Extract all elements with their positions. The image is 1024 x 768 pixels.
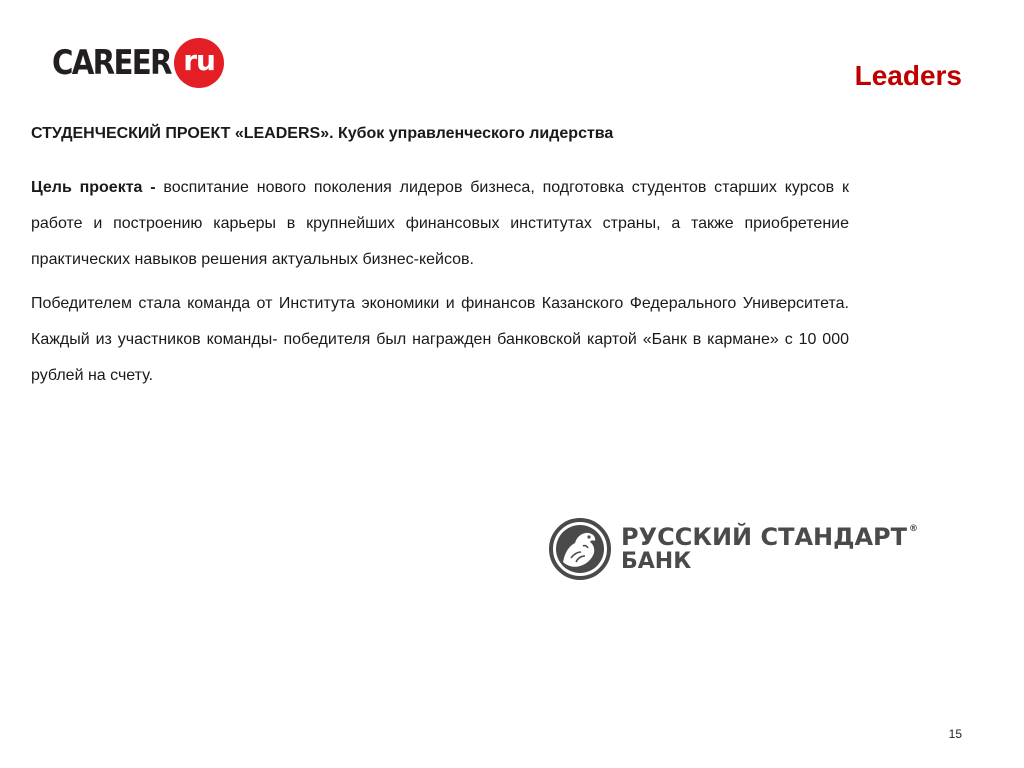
main-content (31, 120, 849, 402)
winner-paragraph: Победителем стала команда от Института экономики и финансов Казанского Федерального Университета. Каждый из участников команды- победителя был награжден банковской картой «Банк в кармане» с 10 000 рублей на счету. (31, 295, 849, 384)
registered-mark: ® (909, 524, 919, 534)
bank-name-line2: БАНК (621, 549, 692, 574)
russian-standard-bank-logo (549, 518, 918, 580)
goal-lead: Цель проекта - (31, 179, 156, 196)
page-number: 15 (948, 727, 962, 741)
goal-paragraph (31, 170, 849, 278)
logo-badge: ru (174, 38, 224, 88)
project-headline: СТУДЕНЧЕСКИЙ ПРОЕКТ «LEADERS». Кубок управленческого лидерства (31, 125, 614, 142)
bear-emblem-icon (549, 518, 611, 580)
goal-text: воспитание нового поколения лидеров бизнеса, подготовка студентов старших курсов к работе и построению карьеры в крупнейших финансовых институтах страны, а также приобретение практических навыков решения актуальных бизнес-кейсов. (31, 179, 849, 268)
bank-name (621, 525, 918, 573)
career-ru-logo (52, 38, 224, 88)
logo-word: CAREER (52, 43, 171, 83)
bank-name-line1: РУССКИЙ СТАНДАРТ (621, 523, 908, 551)
page-title: Leaders (854, 60, 962, 91)
